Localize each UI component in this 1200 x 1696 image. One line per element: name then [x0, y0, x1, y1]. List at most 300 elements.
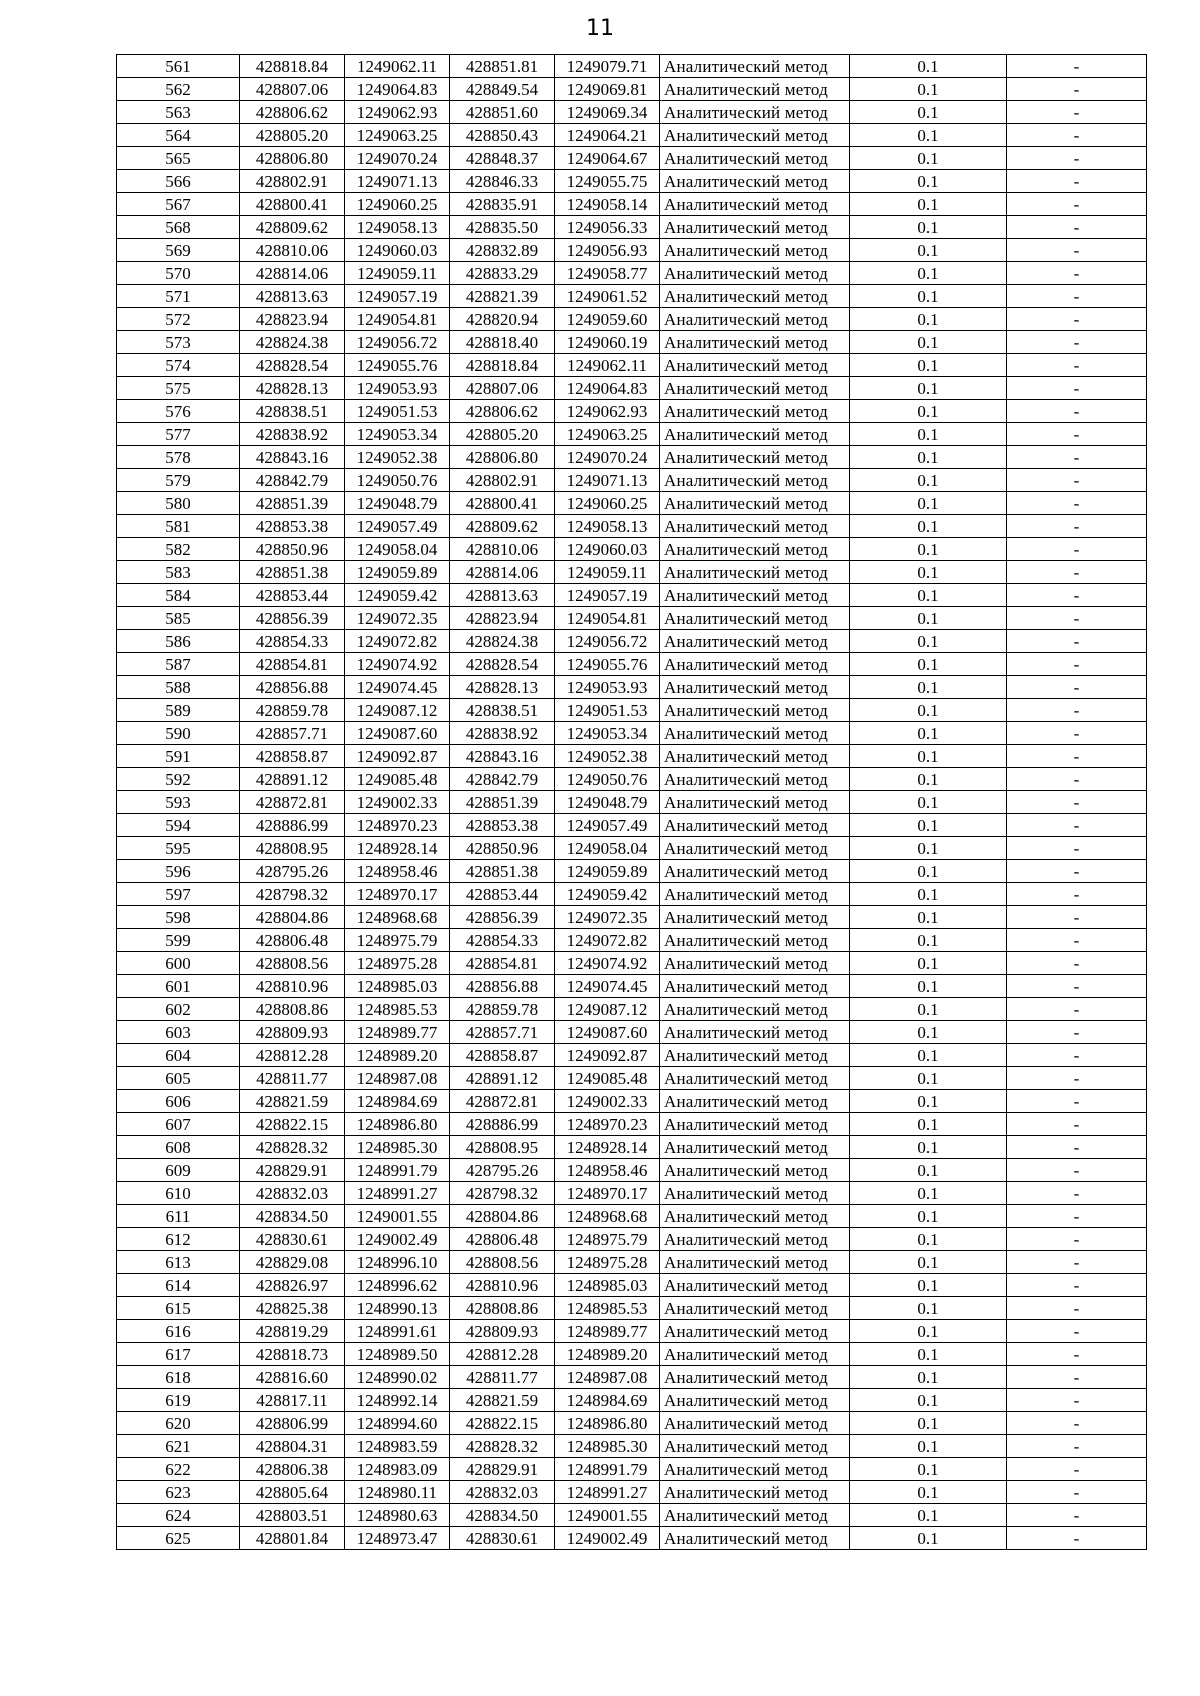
method-cell: Аналитический метод — [660, 538, 850, 561]
method-cell: Аналитический метод — [660, 469, 850, 492]
point-number-cell: 613 — [117, 1251, 240, 1274]
x1-cell: 428803.51 — [240, 1504, 345, 1527]
point-number-cell: 574 — [117, 354, 240, 377]
x2-cell: 428828.54 — [450, 653, 555, 676]
accuracy-cell: 0.1 — [850, 745, 1007, 768]
table-row — [117, 285, 1147, 308]
point-number-cell: 596 — [117, 860, 240, 883]
x1-cell: 428812.28 — [240, 1044, 345, 1067]
note-cell: - — [1007, 1044, 1147, 1067]
table-row — [117, 998, 1147, 1021]
x1-cell: 428829.91 — [240, 1159, 345, 1182]
accuracy-cell: 0.1 — [850, 331, 1007, 354]
accuracy-cell: 0.1 — [850, 1320, 1007, 1343]
method-cell: Аналитический метод — [660, 55, 850, 78]
y1-cell: 1249057.49 — [345, 515, 450, 538]
table-row — [117, 745, 1147, 768]
note-cell: - — [1007, 1389, 1147, 1412]
y2-cell: 1249056.33 — [555, 216, 660, 239]
method-cell: Аналитический метод — [660, 492, 850, 515]
x1-cell: 428808.56 — [240, 952, 345, 975]
point-number-cell: 610 — [117, 1182, 240, 1205]
y1-cell: 1249063.25 — [345, 124, 450, 147]
accuracy-cell: 0.1 — [850, 1021, 1007, 1044]
x2-cell: 428851.38 — [450, 860, 555, 883]
accuracy-cell: 0.1 — [850, 55, 1007, 78]
y1-cell: 1248987.08 — [345, 1067, 450, 1090]
y1-cell: 1248985.30 — [345, 1136, 450, 1159]
method-cell: Аналитический метод — [660, 101, 850, 124]
point-number-cell: 600 — [117, 952, 240, 975]
table-row — [117, 860, 1147, 883]
accuracy-cell: 0.1 — [850, 768, 1007, 791]
y2-cell: 1248970.23 — [555, 1113, 660, 1136]
table-row — [117, 584, 1147, 607]
y1-cell: 1249064.83 — [345, 78, 450, 101]
note-cell: - — [1007, 630, 1147, 653]
table-row — [117, 1274, 1147, 1297]
x1-cell: 428823.94 — [240, 308, 345, 331]
x2-cell: 428800.41 — [450, 492, 555, 515]
x1-cell: 428800.41 — [240, 193, 345, 216]
point-number-cell: 619 — [117, 1389, 240, 1412]
note-cell: - — [1007, 239, 1147, 262]
point-number-cell: 620 — [117, 1412, 240, 1435]
point-number-cell: 582 — [117, 538, 240, 561]
y1-cell: 1249092.87 — [345, 745, 450, 768]
point-number-cell: 562 — [117, 78, 240, 101]
method-cell: Аналитический метод — [660, 584, 850, 607]
note-cell: - — [1007, 906, 1147, 929]
accuracy-cell: 0.1 — [850, 1458, 1007, 1481]
x1-cell: 428828.32 — [240, 1136, 345, 1159]
x2-cell: 428812.28 — [450, 1343, 555, 1366]
table-row — [117, 1366, 1147, 1389]
x1-cell: 428810.06 — [240, 239, 345, 262]
y2-cell: 1248928.14 — [555, 1136, 660, 1159]
note-cell: - — [1007, 515, 1147, 538]
table-row — [117, 906, 1147, 929]
table-row — [117, 1435, 1147, 1458]
note-cell: - — [1007, 331, 1147, 354]
x1-cell: 428853.44 — [240, 584, 345, 607]
x2-cell: 428818.84 — [450, 354, 555, 377]
accuracy-cell: 0.1 — [850, 584, 1007, 607]
accuracy-cell: 0.1 — [850, 1297, 1007, 1320]
note-cell: - — [1007, 699, 1147, 722]
x1-cell: 428834.50 — [240, 1205, 345, 1228]
point-number-cell: 599 — [117, 929, 240, 952]
y2-cell: 1248991.27 — [555, 1481, 660, 1504]
y1-cell: 1248984.69 — [345, 1090, 450, 1113]
y1-cell: 1248986.80 — [345, 1113, 450, 1136]
x1-cell: 428828.54 — [240, 354, 345, 377]
note-cell: - — [1007, 1412, 1147, 1435]
point-number-cell: 571 — [117, 285, 240, 308]
x1-cell: 428822.15 — [240, 1113, 345, 1136]
x1-cell: 428818.73 — [240, 1343, 345, 1366]
note-cell: - — [1007, 1297, 1147, 1320]
method-cell: Аналитический метод — [660, 423, 850, 446]
x2-cell: 428891.12 — [450, 1067, 555, 1090]
x2-cell: 428822.15 — [450, 1412, 555, 1435]
x2-cell: 428808.95 — [450, 1136, 555, 1159]
method-cell: Аналитический метод — [660, 170, 850, 193]
y2-cell: 1248985.30 — [555, 1435, 660, 1458]
y2-cell: 1248968.68 — [555, 1205, 660, 1228]
table-row — [117, 331, 1147, 354]
accuracy-cell: 0.1 — [850, 423, 1007, 446]
y1-cell: 1248983.59 — [345, 1435, 450, 1458]
y1-cell: 1248985.03 — [345, 975, 450, 998]
point-number-cell: 566 — [117, 170, 240, 193]
accuracy-cell: 0.1 — [850, 170, 1007, 193]
y1-cell: 1249062.93 — [345, 101, 450, 124]
y2-cell: 1249079.71 — [555, 55, 660, 78]
table-row — [117, 400, 1147, 423]
y1-cell: 1248970.17 — [345, 883, 450, 906]
method-cell: Аналитический метод — [660, 906, 850, 929]
note-cell: - — [1007, 492, 1147, 515]
y1-cell: 1249062.11 — [345, 55, 450, 78]
table-row — [117, 216, 1147, 239]
y2-cell: 1249055.75 — [555, 170, 660, 193]
note-cell: - — [1007, 101, 1147, 124]
table-row — [117, 170, 1147, 193]
point-number-cell: 577 — [117, 423, 240, 446]
accuracy-cell: 0.1 — [850, 929, 1007, 952]
table-row — [117, 124, 1147, 147]
x2-cell: 428872.81 — [450, 1090, 555, 1113]
method-cell: Аналитический метод — [660, 791, 850, 814]
x1-cell: 428854.33 — [240, 630, 345, 653]
table-row — [117, 630, 1147, 653]
y1-cell: 1249050.76 — [345, 469, 450, 492]
x1-cell: 428804.86 — [240, 906, 345, 929]
point-number-cell: 576 — [117, 400, 240, 423]
accuracy-cell: 0.1 — [850, 1435, 1007, 1458]
x1-cell: 428838.51 — [240, 400, 345, 423]
table-row — [117, 492, 1147, 515]
note-cell: - — [1007, 676, 1147, 699]
x1-cell: 428859.78 — [240, 699, 345, 722]
note-cell: - — [1007, 837, 1147, 860]
accuracy-cell: 0.1 — [850, 308, 1007, 331]
accuracy-cell: 0.1 — [850, 630, 1007, 653]
y1-cell: 1248975.28 — [345, 952, 450, 975]
y1-cell: 1248996.62 — [345, 1274, 450, 1297]
table-row — [117, 1044, 1147, 1067]
method-cell: Аналитический метод — [660, 883, 850, 906]
table-row — [117, 1389, 1147, 1412]
x2-cell: 428849.54 — [450, 78, 555, 101]
x2-cell: 428833.29 — [450, 262, 555, 285]
accuracy-cell: 0.1 — [850, 1228, 1007, 1251]
point-number-cell: 570 — [117, 262, 240, 285]
point-number-cell: 580 — [117, 492, 240, 515]
point-number-cell: 589 — [117, 699, 240, 722]
accuracy-cell: 0.1 — [850, 1067, 1007, 1090]
x1-cell: 428825.38 — [240, 1297, 345, 1320]
table-row — [117, 607, 1147, 630]
x1-cell: 428806.38 — [240, 1458, 345, 1481]
point-number-cell: 598 — [117, 906, 240, 929]
table-row — [117, 446, 1147, 469]
x2-cell: 428804.86 — [450, 1205, 555, 1228]
point-number-cell: 572 — [117, 308, 240, 331]
x1-cell: 428805.20 — [240, 124, 345, 147]
y1-cell: 1249057.19 — [345, 285, 450, 308]
point-number-cell: 565 — [117, 147, 240, 170]
y2-cell: 1249074.92 — [555, 952, 660, 975]
note-cell: - — [1007, 1021, 1147, 1044]
x1-cell: 428804.31 — [240, 1435, 345, 1458]
note-cell: - — [1007, 745, 1147, 768]
y1-cell: 1248996.10 — [345, 1251, 450, 1274]
method-cell: Аналитический метод — [660, 952, 850, 975]
method-cell: Аналитический метод — [660, 1067, 850, 1090]
method-cell: Аналитический метод — [660, 1458, 850, 1481]
note-cell: - — [1007, 124, 1147, 147]
note-cell: - — [1007, 308, 1147, 331]
note-cell: - — [1007, 791, 1147, 814]
x2-cell: 428806.80 — [450, 446, 555, 469]
x1-cell: 428807.06 — [240, 78, 345, 101]
y2-cell: 1249070.24 — [555, 446, 660, 469]
accuracy-cell: 0.1 — [850, 285, 1007, 308]
x1-cell: 428819.29 — [240, 1320, 345, 1343]
table-row — [117, 699, 1147, 722]
point-number-cell: 591 — [117, 745, 240, 768]
x2-cell: 428856.88 — [450, 975, 555, 998]
x1-cell: 428814.06 — [240, 262, 345, 285]
x2-cell: 428795.26 — [450, 1159, 555, 1182]
method-cell: Аналитический метод — [660, 331, 850, 354]
note-cell: - — [1007, 998, 1147, 1021]
note-cell: - — [1007, 377, 1147, 400]
accuracy-cell: 0.1 — [850, 1412, 1007, 1435]
note-cell: - — [1007, 1113, 1147, 1136]
point-number-cell: 621 — [117, 1435, 240, 1458]
point-number-cell: 573 — [117, 331, 240, 354]
y1-cell: 1249060.03 — [345, 239, 450, 262]
method-cell: Аналитический метод — [660, 699, 850, 722]
x1-cell: 428830.61 — [240, 1228, 345, 1251]
x2-cell: 428824.38 — [450, 630, 555, 653]
x1-cell: 428801.84 — [240, 1527, 345, 1550]
accuracy-cell: 0.1 — [850, 400, 1007, 423]
y1-cell: 1248989.50 — [345, 1343, 450, 1366]
method-cell: Аналитический метод — [660, 929, 850, 952]
point-number-cell: 606 — [117, 1090, 240, 1113]
table-row — [117, 308, 1147, 331]
note-cell: - — [1007, 1481, 1147, 1504]
y2-cell: 1249064.67 — [555, 147, 660, 170]
point-number-cell: 612 — [117, 1228, 240, 1251]
table-row — [117, 55, 1147, 78]
note-cell: - — [1007, 285, 1147, 308]
x2-cell: 428853.44 — [450, 883, 555, 906]
note-cell: - — [1007, 1159, 1147, 1182]
table-row — [117, 837, 1147, 860]
method-cell: Аналитический метод — [660, 515, 850, 538]
x2-cell: 428814.06 — [450, 561, 555, 584]
x2-cell: 428842.79 — [450, 768, 555, 791]
y2-cell: 1249092.87 — [555, 1044, 660, 1067]
x2-cell: 428808.86 — [450, 1297, 555, 1320]
accuracy-cell: 0.1 — [850, 1090, 1007, 1113]
method-cell: Аналитический метод — [660, 1481, 850, 1504]
y1-cell: 1248970.23 — [345, 814, 450, 837]
x2-cell: 428830.61 — [450, 1527, 555, 1550]
table-row — [117, 561, 1147, 584]
y2-cell: 1248958.46 — [555, 1159, 660, 1182]
x1-cell: 428826.97 — [240, 1274, 345, 1297]
method-cell: Аналитический метод — [660, 1389, 850, 1412]
table-row — [117, 469, 1147, 492]
table-row — [117, 239, 1147, 262]
point-number-cell: 605 — [117, 1067, 240, 1090]
y1-cell: 1248991.27 — [345, 1182, 450, 1205]
x2-cell: 428851.60 — [450, 101, 555, 124]
y2-cell: 1249058.13 — [555, 515, 660, 538]
y1-cell: 1249070.24 — [345, 147, 450, 170]
x2-cell: 428851.39 — [450, 791, 555, 814]
y2-cell: 1249059.89 — [555, 860, 660, 883]
point-number-cell: 615 — [117, 1297, 240, 1320]
y1-cell: 1248980.11 — [345, 1481, 450, 1504]
y1-cell: 1249074.92 — [345, 653, 450, 676]
note-cell: - — [1007, 446, 1147, 469]
method-cell: Аналитический метод — [660, 446, 850, 469]
x1-cell: 428851.39 — [240, 492, 345, 515]
method-cell: Аналитический метод — [660, 998, 850, 1021]
y2-cell: 1249057.19 — [555, 584, 660, 607]
method-cell: Аналитический метод — [660, 1228, 850, 1251]
x2-cell: 428807.06 — [450, 377, 555, 400]
point-number-cell: 585 — [117, 607, 240, 630]
note-cell: - — [1007, 722, 1147, 745]
table-row — [117, 377, 1147, 400]
y2-cell: 1249053.34 — [555, 722, 660, 745]
y1-cell: 1249001.55 — [345, 1205, 450, 1228]
y2-cell: 1249059.11 — [555, 561, 660, 584]
x2-cell: 428846.33 — [450, 170, 555, 193]
method-cell: Аналитический метод — [660, 975, 850, 998]
x1-cell: 428856.39 — [240, 607, 345, 630]
note-cell: - — [1007, 469, 1147, 492]
y1-cell: 1248928.14 — [345, 837, 450, 860]
method-cell: Аналитический метод — [660, 1435, 850, 1458]
accuracy-cell: 0.1 — [850, 1504, 1007, 1527]
method-cell: Аналитический метод — [660, 1182, 850, 1205]
note-cell: - — [1007, 883, 1147, 906]
table-row — [117, 1458, 1147, 1481]
point-number-cell: 611 — [117, 1205, 240, 1228]
accuracy-cell: 0.1 — [850, 1113, 1007, 1136]
method-cell: Аналитический метод — [660, 1297, 850, 1320]
point-number-cell: 581 — [117, 515, 240, 538]
y2-cell: 1249059.42 — [555, 883, 660, 906]
note-cell: - — [1007, 1182, 1147, 1205]
x2-cell: 428805.20 — [450, 423, 555, 446]
y1-cell: 1249054.81 — [345, 308, 450, 331]
x2-cell: 428850.96 — [450, 837, 555, 860]
y2-cell: 1249064.83 — [555, 377, 660, 400]
x1-cell: 428851.38 — [240, 561, 345, 584]
y1-cell: 1248989.77 — [345, 1021, 450, 1044]
note-cell: - — [1007, 55, 1147, 78]
x2-cell: 428832.03 — [450, 1481, 555, 1504]
method-cell: Аналитический метод — [660, 1366, 850, 1389]
x2-cell: 428821.39 — [450, 285, 555, 308]
y1-cell: 1249059.11 — [345, 262, 450, 285]
y1-cell: 1249058.13 — [345, 216, 450, 239]
note-cell: - — [1007, 1435, 1147, 1458]
x2-cell: 428802.91 — [450, 469, 555, 492]
note-cell: - — [1007, 653, 1147, 676]
x1-cell: 428805.64 — [240, 1481, 345, 1504]
x1-cell: 428858.87 — [240, 745, 345, 768]
method-cell: Аналитический метод — [660, 147, 850, 170]
x1-cell: 428810.96 — [240, 975, 345, 998]
note-cell: - — [1007, 768, 1147, 791]
accuracy-cell: 0.1 — [850, 952, 1007, 975]
note-cell: - — [1007, 1067, 1147, 1090]
method-cell: Аналитический метод — [660, 860, 850, 883]
point-number-cell: 618 — [117, 1366, 240, 1389]
method-cell: Аналитический метод — [660, 814, 850, 837]
method-cell: Аналитический метод — [660, 722, 850, 745]
x2-cell: 428821.59 — [450, 1389, 555, 1412]
accuracy-cell: 0.1 — [850, 239, 1007, 262]
note-cell: - — [1007, 975, 1147, 998]
table-row — [117, 1504, 1147, 1527]
x2-cell: 428843.16 — [450, 745, 555, 768]
y2-cell: 1249048.79 — [555, 791, 660, 814]
y1-cell: 1249060.25 — [345, 193, 450, 216]
x1-cell: 428824.38 — [240, 331, 345, 354]
x2-cell: 428828.32 — [450, 1435, 555, 1458]
y2-cell: 1248989.20 — [555, 1343, 660, 1366]
accuracy-cell: 0.1 — [850, 860, 1007, 883]
y2-cell: 1249087.12 — [555, 998, 660, 1021]
table-body — [117, 55, 1147, 1550]
method-cell: Аналитический метод — [660, 1412, 850, 1435]
method-cell: Аналитический метод — [660, 124, 850, 147]
note-cell: - — [1007, 538, 1147, 561]
y2-cell: 1249060.25 — [555, 492, 660, 515]
x2-cell: 428858.87 — [450, 1044, 555, 1067]
accuracy-cell: 0.1 — [850, 883, 1007, 906]
accuracy-cell: 0.1 — [850, 814, 1007, 837]
point-number-cell: 601 — [117, 975, 240, 998]
x1-cell: 428856.88 — [240, 676, 345, 699]
accuracy-cell: 0.1 — [850, 124, 1007, 147]
x1-cell: 428857.71 — [240, 722, 345, 745]
note-cell: - — [1007, 1504, 1147, 1527]
x2-cell: 428838.92 — [450, 722, 555, 745]
x1-cell: 428798.32 — [240, 883, 345, 906]
y2-cell: 1249072.35 — [555, 906, 660, 929]
y2-cell: 1248985.53 — [555, 1297, 660, 1320]
method-cell: Аналитический метод — [660, 1343, 850, 1366]
accuracy-cell: 0.1 — [850, 998, 1007, 1021]
x2-cell: 428856.39 — [450, 906, 555, 929]
method-cell: Аналитический метод — [660, 262, 850, 285]
method-cell: Аналитический метод — [660, 377, 850, 400]
table-row — [117, 515, 1147, 538]
